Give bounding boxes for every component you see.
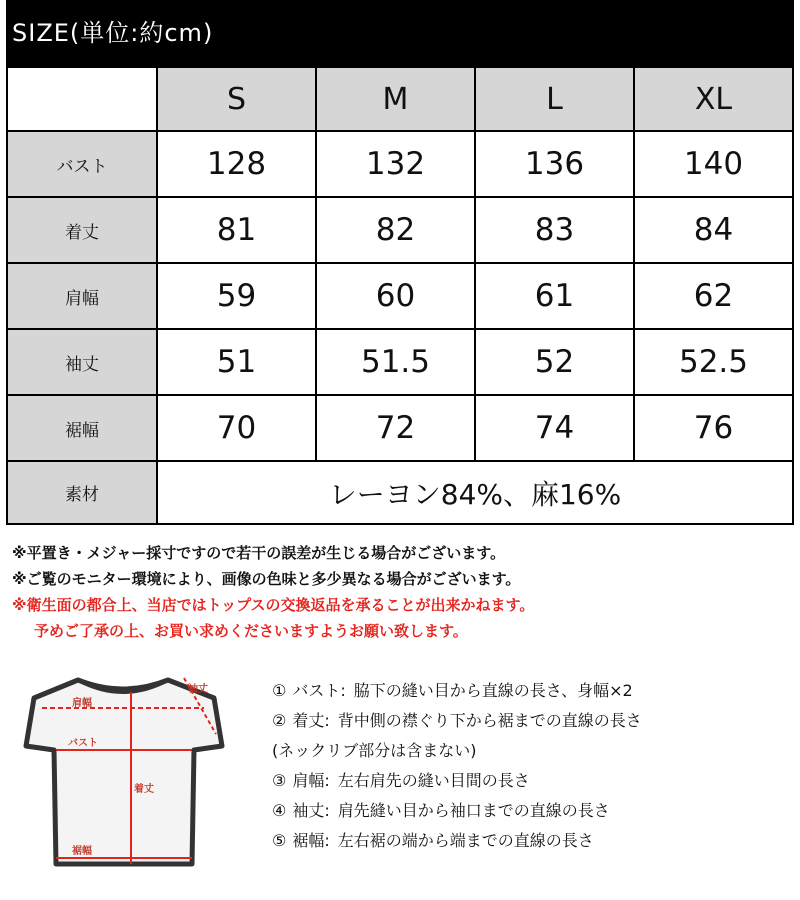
diagram-label-hem: 裾幅 xyxy=(72,846,92,857)
diagram-label-sleeve: 袖丈 xyxy=(188,684,208,695)
table-cell: 51.5 xyxy=(316,329,475,395)
legend-desc: 左右裾の端から端までの直線の長さ xyxy=(337,831,594,850)
table-row-shoulder xyxy=(7,263,793,329)
table-row-hem xyxy=(7,395,793,461)
table-cell: 136 xyxy=(475,131,634,197)
material-value: レーヨン84%、麻16% xyxy=(157,461,793,524)
legend-term: 裾幅: xyxy=(292,831,330,850)
size-col-l: L xyxy=(475,67,634,131)
row-label-sleeve: 袖丈 xyxy=(7,329,157,395)
legend-item-hem xyxy=(272,826,792,856)
table-cell: 70 xyxy=(157,395,316,461)
note-measurement: ※平置き・メジャー採寸ですので若干の誤差が生じる場合がございます。 xyxy=(12,544,506,562)
size-table xyxy=(6,66,794,525)
table-cell: 140 xyxy=(634,131,793,197)
size-header-title: SIZE(単位:約cm) xyxy=(12,19,214,47)
table-cell: 81 xyxy=(157,197,316,263)
legend-number: ① xyxy=(272,681,287,700)
table-corner xyxy=(7,67,157,131)
measurement-legend xyxy=(272,676,792,856)
legend-number: ② xyxy=(272,711,287,730)
tshirt-measurement-diagram xyxy=(18,668,228,878)
note-acknowledge: 予めご了承の上、お買い求めくださいますようお願い致します。 xyxy=(34,622,468,640)
table-cell: 128 xyxy=(157,131,316,197)
table-cell: 84 xyxy=(634,197,793,263)
table-row-sleeve xyxy=(7,329,793,395)
legend-desc: 背中側の襟ぐり下から裾までの直線の長さ xyxy=(337,711,642,730)
table-row-material xyxy=(7,461,793,524)
diagram-label-bust: バスト xyxy=(68,738,98,749)
table-row-bust xyxy=(7,131,793,197)
table-cell: 61 xyxy=(475,263,634,329)
legend-number: ③ xyxy=(272,771,287,790)
legend-number: ⑤ xyxy=(272,831,287,850)
table-cell: 132 xyxy=(316,131,475,197)
table-cell: 83 xyxy=(475,197,634,263)
table-cell: 52 xyxy=(475,329,634,395)
size-col-m: M xyxy=(316,67,475,131)
notes-section xyxy=(12,540,792,644)
note-no-returns: ※衛生面の都合上、当店ではトップスの交換返品を承ることが出来かねます。 xyxy=(12,596,535,614)
legend-desc: 肩先縫い目から袖口までの直線の長さ xyxy=(337,801,610,820)
legend-item-bust xyxy=(272,676,792,706)
legend-term: バスト: xyxy=(292,681,346,700)
legend-item-sleeve xyxy=(272,796,792,826)
legend-desc: (ネックリブ部分は含まない) xyxy=(272,741,477,760)
row-label-material: 素材 xyxy=(7,461,157,524)
table-cell: 62 xyxy=(634,263,793,329)
table-row-length xyxy=(7,197,793,263)
legend-item-length-note xyxy=(272,736,792,766)
table-cell: 76 xyxy=(634,395,793,461)
table-cell: 60 xyxy=(316,263,475,329)
row-label-hem: 裾幅 xyxy=(7,395,157,461)
note-monitor-color: ※ご覧のモニター環境により、画像の色味と多少異なる場合がございます。 xyxy=(12,570,521,588)
row-label-bust: バスト xyxy=(7,131,157,197)
row-label-shoulder: 肩幅 xyxy=(7,263,157,329)
size-header-row xyxy=(7,67,793,131)
tshirt-icon xyxy=(18,668,228,878)
table-cell: 52.5 xyxy=(634,329,793,395)
size-header xyxy=(6,0,794,66)
legend-desc: 左右肩先の縫い目間の長さ xyxy=(337,771,530,790)
size-col-xl: XL xyxy=(634,67,793,131)
legend-desc: 脇下の縫い目から直線の長さ、身幅×2 xyxy=(353,681,633,700)
legend-number: ④ xyxy=(272,801,287,820)
diagram-label-length: 着丈 xyxy=(134,784,154,795)
legend-term: 着丈: xyxy=(292,711,330,730)
table-cell: 74 xyxy=(475,395,634,461)
legend-term: 袖丈: xyxy=(292,801,330,820)
legend-item-shoulder xyxy=(272,766,792,796)
diagram-label-shoulder: 肩幅 xyxy=(72,698,92,709)
legend-item-length xyxy=(272,706,792,736)
table-cell: 82 xyxy=(316,197,475,263)
table-cell: 51 xyxy=(157,329,316,395)
table-cell: 59 xyxy=(157,263,316,329)
row-label-length: 着丈 xyxy=(7,197,157,263)
table-cell: 72 xyxy=(316,395,475,461)
legend-term: 肩幅: xyxy=(292,771,330,790)
size-col-s: S xyxy=(157,67,316,131)
